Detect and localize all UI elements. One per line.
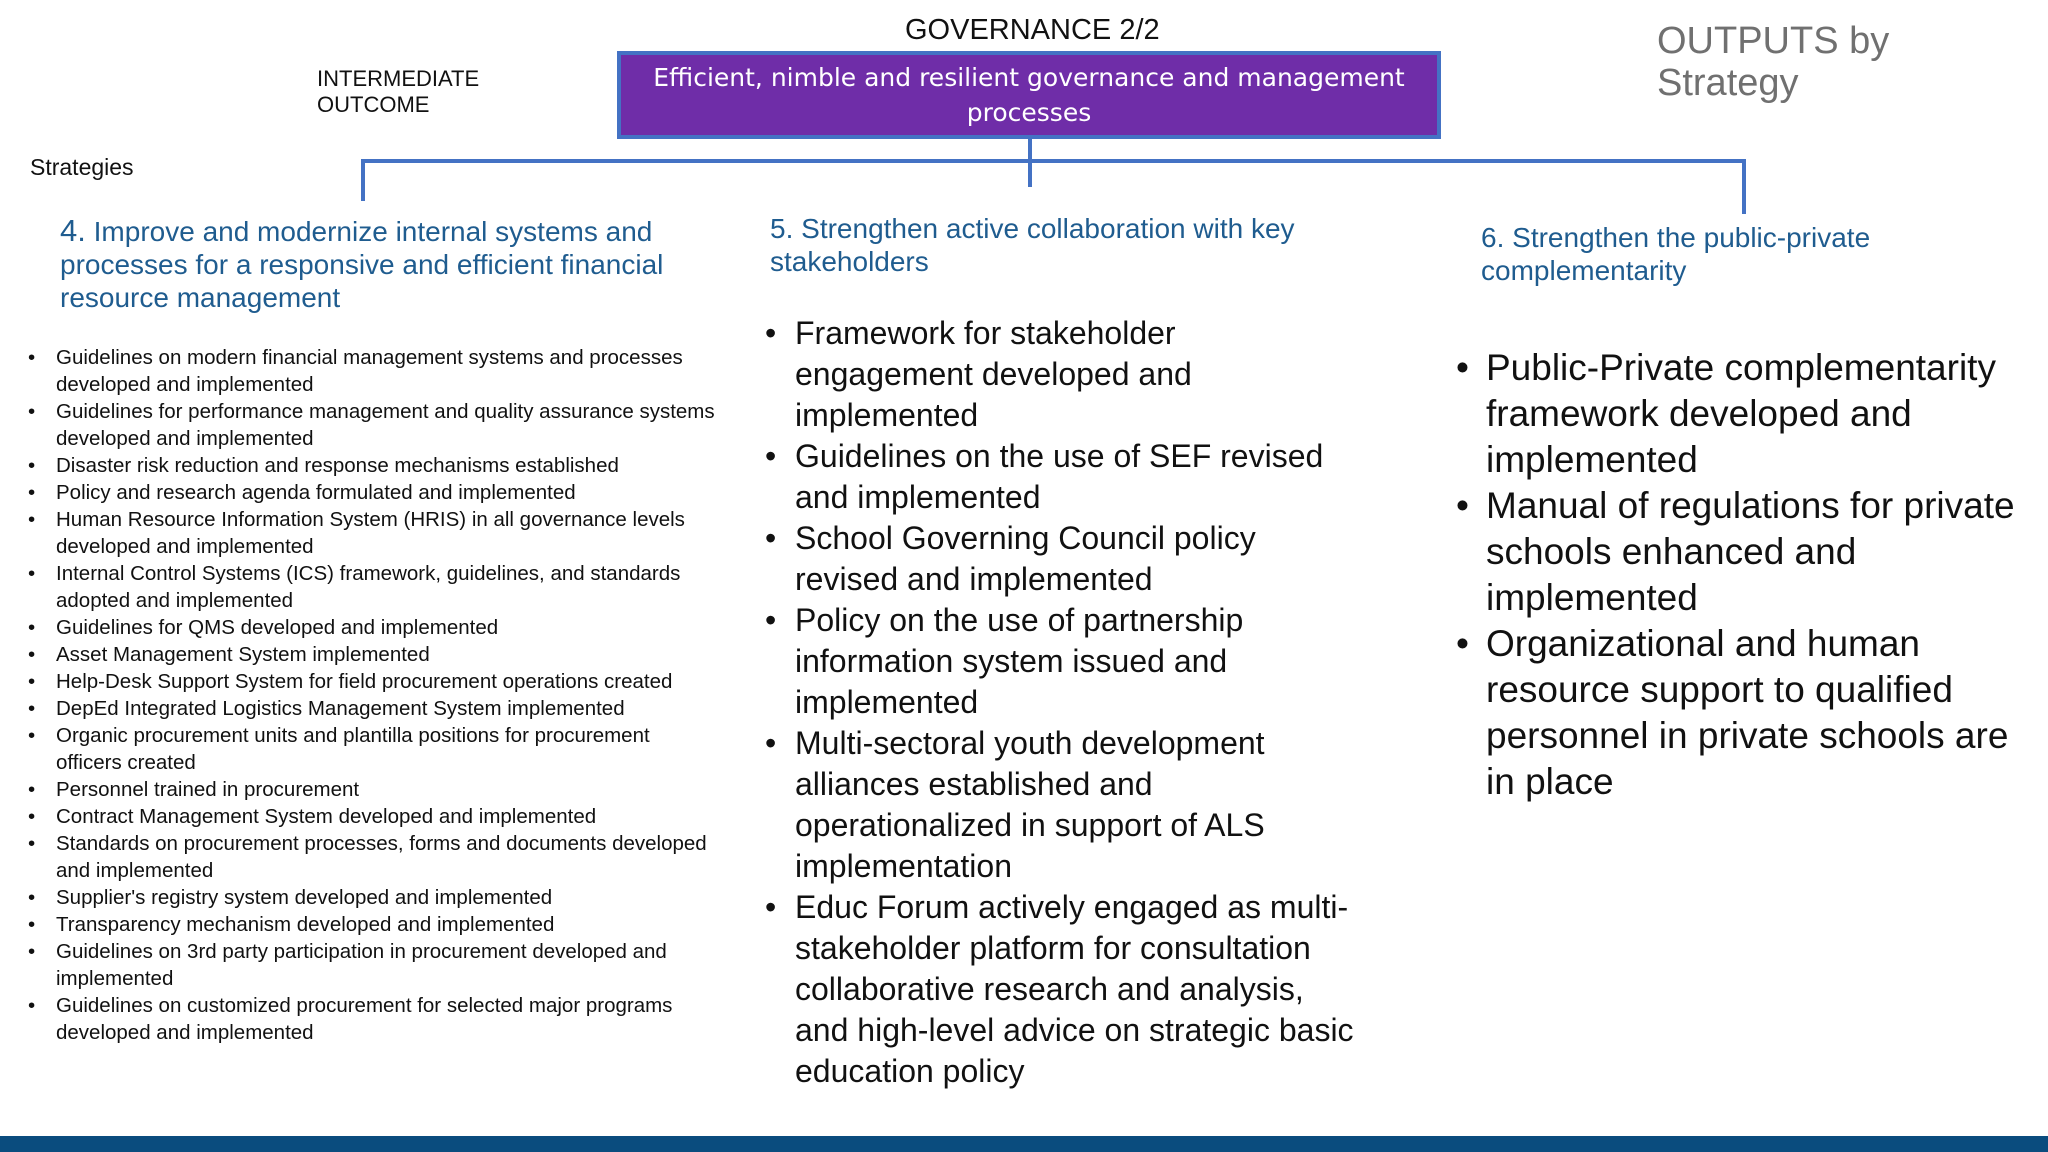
list-item: • Asset Management System implemented xyxy=(56,641,716,668)
outputs-by-strategy-label: OUTPUTS by Strategy xyxy=(1657,20,1890,104)
strategy-4-outputs xyxy=(56,344,716,1046)
list-item: • Educ Forum actively engaged as multi-stakeholder platform for consultation collaborative research and analysis, and high-level advice on strategic basic education policy xyxy=(795,887,1355,1092)
strategies-label: Strategies xyxy=(30,154,134,180)
strategy-6-outputs xyxy=(1486,345,2046,805)
list-item: • Public-Private complementarity framework developed and implemented xyxy=(1486,345,2046,483)
list-item: • Guidelines on customized procurement for selected major programs developed and implemented xyxy=(56,992,716,1046)
list-item: • School Governing Council policy revised and implemented xyxy=(795,518,1355,600)
connector-vertical-center xyxy=(1028,139,1032,187)
strategy-6-heading xyxy=(1481,221,1961,287)
list-item: • Organic procurement units and plantilla positions for procurement officers created xyxy=(56,722,716,776)
strategy-5-outputs xyxy=(795,313,1355,1092)
list-item: • Guidelines on the use of SEF revised and implemented xyxy=(795,436,1355,518)
strategy-5-heading xyxy=(770,212,1310,278)
list-item: • Contract Management System developed and implemented xyxy=(56,803,716,830)
strategy-6-number: 6. xyxy=(1481,222,1505,253)
list-item: • Framework for stakeholder engagement developed and implemented xyxy=(795,313,1355,436)
list-item: • Supplier's registry system developed and implemented xyxy=(56,884,716,911)
list-item: • Guidelines on 3rd party participation in procurement developed and implemented xyxy=(56,938,716,992)
list-item: • Standards on procurement processes, forms and documents developed and implemented xyxy=(56,830,716,884)
list-item: • Policy and research agenda formulated and implemented xyxy=(56,479,716,506)
list-item: • DepEd Integrated Logistics Management System implemented xyxy=(56,695,716,722)
strategy-4-number: 4. xyxy=(60,213,86,248)
connector-drop-left xyxy=(361,159,365,201)
list-item: • Guidelines for QMS developed and implemented xyxy=(56,614,716,641)
strategy-4-heading xyxy=(60,214,680,314)
footer-bar xyxy=(0,1136,2048,1152)
page-title: GOVERNANCE 2/2 xyxy=(905,14,1160,46)
list-item: • Transparency mechanism developed and implemented xyxy=(56,911,716,938)
intermediate-outcome-text: Efficient, nimble and resilient governance and management processes xyxy=(653,63,1405,127)
list-item: • Personnel trained in procurement xyxy=(56,776,716,803)
strategy-4-title: Improve and modernize internal systems and processes for a responsive and efficient financial resource management xyxy=(60,216,664,313)
intermediate-outcome-label: INTERMEDIATE OUTCOME xyxy=(317,66,480,117)
list-item: • Internal Control Systems (ICS) framework, guidelines, and standards adopted and implemented xyxy=(56,560,716,614)
list-item: • Organizational and human resource support to qualified personnel in private schools are in place xyxy=(1486,621,2046,805)
connector-horizontal xyxy=(361,159,1746,163)
strategy-6-title: Strengthen the public-private complementarity xyxy=(1481,222,1871,286)
strategy-5-title: Strengthen active collaboration with key stakeholders xyxy=(770,213,1295,277)
connector-drop-right xyxy=(1742,159,1746,214)
list-item: • Multi-sectoral youth development alliances established and operationalized in support of ALS implementation xyxy=(795,723,1355,887)
list-item: • Guidelines on modern financial management systems and processes developed and implemented xyxy=(56,344,716,398)
list-item: • Help-Desk Support System for field procurement operations created xyxy=(56,668,716,695)
list-item: • Disaster risk reduction and response mechanisms established xyxy=(56,452,716,479)
strategy-5-number: 5. xyxy=(770,213,794,244)
intermediate-outcome-box xyxy=(617,51,1441,139)
list-item: • Policy on the use of partnership information system issued and implemented xyxy=(795,600,1355,723)
list-item: • Manual of regulations for private schools enhanced and implemented xyxy=(1486,483,2046,621)
list-item: • Human Resource Information System (HRIS) in all governance levels developed and implemented xyxy=(56,506,716,560)
list-item: • Guidelines for performance management and quality assurance systems developed and implemented xyxy=(56,398,716,452)
